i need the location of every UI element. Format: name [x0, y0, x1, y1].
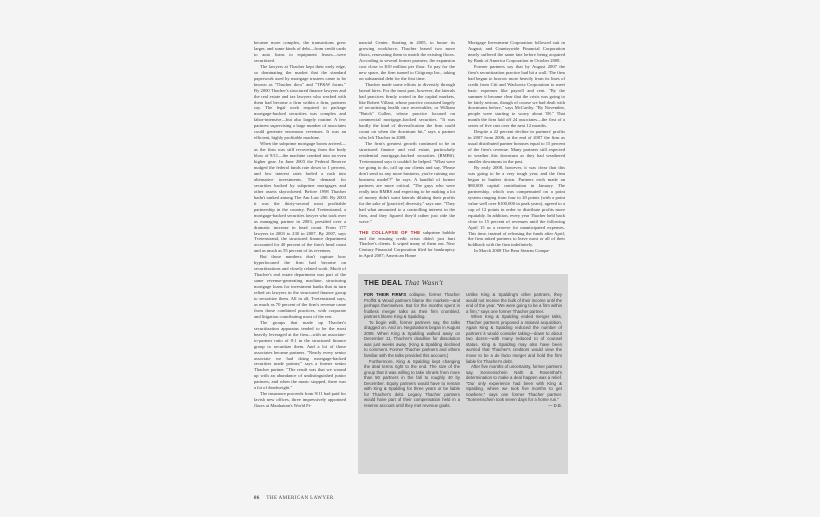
- page-number: 86: [254, 496, 260, 501]
- sidebar-run-in: FOR THEIR FIRM'S: [364, 292, 407, 297]
- sidebar-column-right: [466, 292, 562, 408]
- sidebar-text: collapse, former Thacher Proffitt & Wood partners blame the markets—and perhaps themselves. But for the months spent in fruitless merger talks as their firm crumbled, partners blame King & Spalding.: [364, 292, 460, 320]
- sidebar-paragraph: Furthermore, King & Spalding kept changing the deal terms right to the end. The size of the group that it was willing to take shrank from more than 50 partners in the fall to roughly 40 by December. Equity partners would have to remain with King & Spalding for three years or be liable for Thacher's debt. Legacy Thacher partners would have part of their compensation held in a reserve account until they met revenue goals.: [364, 358, 460, 408]
- sidebar-title-kicker: That Wasn't: [404, 278, 444, 287]
- article-paragraph: The lawyers at Thacher kept their early edge, so dominating the market that the standard paperwork used by mortgage trustees came to be known as "Thacher docs" and "TP&W forms." By 2000 Thacher's structured finance lawyers and the real estate and tax lawyers who worked with them had become a firm within a firm, partners say. The legal work required to package mortgage-backed securities was complex and labor-intensive—but also largely routine. A few partners supervising a large number of associates could generate enormous revenues. It was an efficient, highly profitable machine.: [254, 63, 346, 141]
- article-paragraph: nancial Center. Starting in 2005, to house its growing workforce, Thacher leased two more floors, renovating them to match the existing floors. According to several former partners, the expansion cost close to $10 million per floor. To pay for the new space, the firm turned to Citigroup Inc., taking on substantial debt for the first time.: [359, 40, 455, 81]
- article-paragraph: Despite a 22 percent decline in partners' profits in 2007 from 2006, at the end of 2007 the firm as usual distributed partner bonuses equal to 15 percent of the firm's revenue. Many partners still expected to weather this downturn as they had weathered smaller downturns in the past.: [468, 129, 565, 165]
- sidebar-paragraph: Unlike King & Spalding's other partners, they would not receive the bulk of their income until the end of the year. "We were going to be a firm within a firm," says one former Thacher partner.: [466, 292, 562, 314]
- section-paragraph: [359, 230, 455, 260]
- page-footer: [254, 496, 334, 504]
- article-paragraph: The insurance proceeds from 9/11 had paid for lavish new offices, three impressively appointed floors at Manhattan's World Fi-: [254, 391, 346, 409]
- section-text: subprime bubble and the ensuing credit crisis didn't just hurt Thacher's clients. It wiped many of them out. New Century Financial Corporation filed for bankruptcy in April 2007; American Home: [359, 229, 456, 259]
- sidebar-title: [364, 278, 443, 288]
- article-paragraph: The groups that made up Thacher's securitization apparatus tended to be the most heavily leveraged at the firm—with an associate-to-partner ratio of 8:1 in the structured finance group to securitize them. And a lot of those associates became partners. "Nearly every senior associate we had doing mortgage-backed securities made partner," says a former senior Thacher partner. "The result was that we wound up with an abundance of undistinguished junior partners, and when the music stopped, there was a lot of deadweight.": [254, 319, 346, 391]
- article-column-1: [254, 40, 346, 458]
- sidebar-paragraph: When King & Spalding ended merger talks, Thacher partners proposed a rational acquisition. Again King & Spalding reduced the number of partners it would consider taking—down to about two dozen—with many reduced to of counsel status. King & Spalding may also have been worried that Thacher's creditors would view the move to be a de facto merger and hold the firm liable for Thacher's debt.: [466, 314, 562, 364]
- article-paragraph: became more complex, the transactions grew larger, and some kinds of debt—from credit cards to auto loans to equipment leases—were securitized.: [254, 40, 346, 63]
- article-paragraph: Thacher made some efforts to diversify through lateral hires. For the most part, however, the laterals had practices firmly rooted in the capital markets, like Robert Villani, whose practice consisted largely of securitizing health care receivables, or William "Butch" Cullen, whose practice focused on commercial mortgage–backed securities. "It was hardly the kind of diversification the firm could count on when the downturn hit," says a partner who left Thacher in 2008.: [359, 81, 455, 141]
- article-paragraph: Former partners say that by August 2007 the firm's securitization practice had hit a wall. The firm had begun to borrow more heavily from its lines of credit from Citi and Wachovia Corporation to meet basic expenses like payroll and rent. "By the summer it became clear that the crisis was going to be fairly serious, though of course we had dealt with downturns before," says McCarthy. "By November, people were starting to worry about '08." That month the firm laid off 24 associates—the first of a series of five cuts over the next 12 months.: [468, 63, 565, 129]
- sidebar-paragraph: To begin with, former partners say, the talks dragged on. And on. Negotiations began in August 2008. When King & Spalding walked away on December 11, Thacher's deadline for dissolution was just weeks away. (King & Spalding declined to comment. Former Thacher partners and others familiar with the talks provided this account.): [364, 319, 460, 359]
- article-paragraph: But those numbers don't capture how hyperfocused the firm had become on securitizations and closely related work. Much of Thacher's real estate department was part of the same revenue-generating machine, structuring mortgage loans for investment banks that in turn relied on lawyers in the structured finance group to securitize them. All in all, Tvetenstrand says, as much as 70 percent of the firm's revenue came from those combined practices, with corporate and litigation contributing most of the rest.: [254, 254, 346, 319]
- sidebar-box: [358, 274, 568, 474]
- sidebar-paragraph: [364, 292, 460, 320]
- article-paragraph: In March 2008 The Bear Stearns Compa-: [474, 248, 550, 254]
- sidebar-paragraph: After five months of uncertainty, former partners say, Sonnenschein Nath & Rosenthal's determination to make a deal happen was a relief. "Our only experience had been with King & Spalding, where we took five months to get nowhere," says one former Thacher partner. "Sonnenschein took seven days for a home run.": [466, 364, 562, 403]
- article-paragraph: When the subprime mortgage boom arrived—as the firm was still recovering from the body blow of 9/11—the machine cranked into an even higher gear. In June 2003 the Federal Reserve nudged the federal funds rate down to 1 percent, and low interest rates fueled a rush into alternative investments. The demand for securities backed by subprime mortgages and other assets skyrocketed. Before 1998 Thacher hadn't ranked among The Am Law 200. By 2003 it was the thirty-second most profitable partnership in the country. Paul Tvetenstrand, a mortgage-backed securities lawyer who took over as managing partner in 2003, presided over a dramatic increase in head count. From 177 lawyers in 2003 to 230 in 2007. By 2007, says Tvetenstrand, the structured finance department accounted for 40 percent of the firm's head count and as much as 55 percent of its revenues.: [254, 141, 346, 254]
- publication-name: THE AMERICAN LAWYER: [266, 496, 334, 501]
- article-paragraph: By early 2008, however, it was clear that this was going to be a very tough year, and the firm began to hunker down. Partners each made an $80,000 capital contribution in January. The partnership, which was compensated on a point system ranging from four to 20 points (with a point value well over $100,000 in peak years), agreed to a cap of 12 points in order to distribute profits more equitably. In addition, every year Thacher held back close to 15 percent of revenues until the following April 15 as a reserve for unanticipated expenses. This time, instead of releasing the funds after April, the firm asked partners to leave most or all of their holdback with the firm indefinitely.: [468, 165, 565, 248]
- sidebar-column-left: [364, 292, 460, 408]
- article-paragraph: Mortgage Investment Corporation followed suit in August; and Countrywide Financial Corporation nearly suffered the same fate before being acquired by Bank of America Corporation in October 2008.: [468, 40, 565, 63]
- section-run-in-heading: THE COLLAPSE OF THE: [359, 229, 421, 235]
- article-paragraph: The firm's greatest growth continued to be in structured finance and real estate, particularly residential mortgage–backed securities (RMBS). Tvetenstrand says it couldn't be helped. "What were we going to do, call up our clients and say, 'Please don't send us any more business, you're ruining our business model'?" he says. A handful of former partners are more critical. "The guys who were really into RMBS and expecting to be making a lot of money didn't want laterals diluting their profits for the sake of [practice] diversity," says one. "They had what amounted to a controlling interest in the firm, and they figured they'd rather just ride the wave.": [359, 141, 455, 224]
- article-column-2: [359, 40, 455, 265]
- article-column-3: [468, 40, 565, 280]
- sidebar-title-main: THE DEAL: [364, 278, 403, 287]
- sidebar-signature: — D.B.: [548, 402, 562, 408]
